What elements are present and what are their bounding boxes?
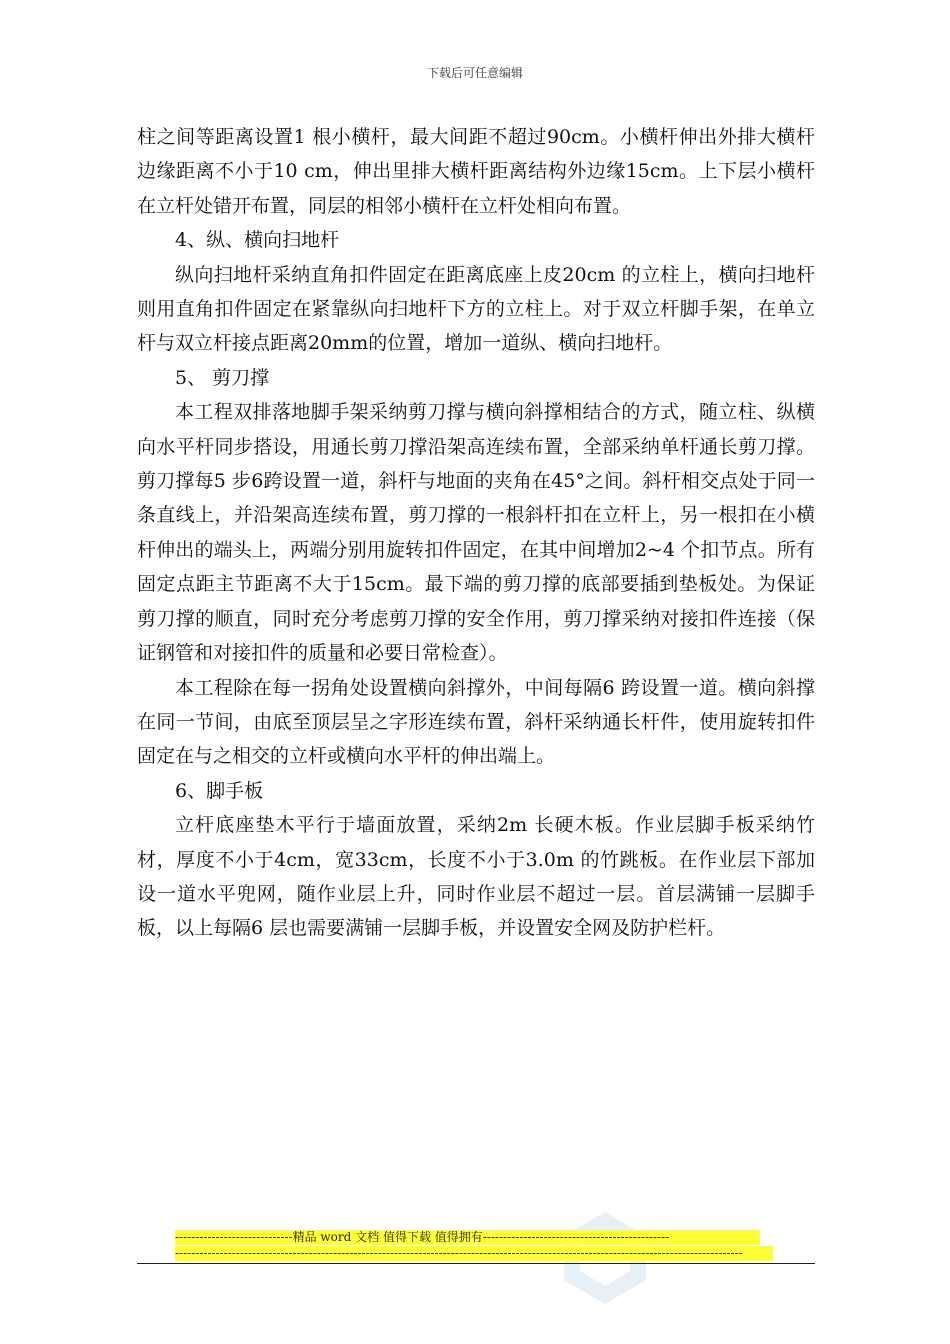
paragraph: 6、脚手板 xyxy=(175,779,264,802)
paragraph: 4、纵、横向扫地杆 xyxy=(175,229,340,252)
paragraph: 5、 剪刀撑 xyxy=(175,366,270,389)
document-body xyxy=(137,120,815,946)
footer-banner-line-2: -------------------------------------------------------------------------------------------------------------------------------------------- xyxy=(175,1246,773,1261)
footer-banner-line-1: -----------------------------精品 word 文档 值得下载 值得拥有---------------------------------------------- xyxy=(175,1230,760,1245)
footer-divider xyxy=(137,1263,815,1264)
paragraph: 本工程双排落地脚手架采纳剪刀撑与横向斜撑相结合的方式，随立柱、纵横向水平杆同步搭设，用通长剪刀撑沿架高连续布置，全部采纳单杆通长剪刀撑。剪刀撑每5 步6跨设置一道，斜杆与地面的夹角在45°之间。斜杆相交点处于同一条直线上，并沿架高连续布置，剪刀撑的一根斜杆扣在立杆上，另一根扣在小横杆伸出的端头上，两端分别用旋转扣件固定，在其中间增加2~4 个扣节点。所有固定点距主节距离不大于15cm。最下端的剪刀撑的底部要插到垫板处。为保证剪刀撑的顺直，同时充分考虑剪刀撑的安全作用，剪刀撑采纳对接扣件连接（保证钢管和对接扣件的质量和必要日常检查）。 xyxy=(137,401,815,665)
paragraph: 柱之间等距离设置1 根小横杆，最大间距不超过90cm。小横杆伸出外排大横杆边缘距离不小于10 cm，伸出里排大横杆距离结构外边缘15cm。上下层小横杆在立杆处错开布置，同层的相邻小横杆在立杆处相向布置。 xyxy=(137,126,815,217)
paragraph: 纵向扫地杆采纳直角扣件固定在距离底座上皮20cm 的立柱上，横向扫地杆则用直角扣件固定在紧靠纵向扫地杆下方的立柱上。对于双立杆脚手架，在单立杆与双立杆接点距离20mm的位置，增加一道纵、横向扫地杆。 xyxy=(137,263,815,355)
page-header: 下载后可任意编辑 xyxy=(426,66,523,80)
paragraph: 本工程除在每一拐角处设置横向斜撑外，中间每隔6 跨设置一道。横向斜撑在同一节间，由底至顶层呈之字形连续布置，斜杆采纳通长杆件，使用旋转扣件固定在与之相交的立杆或横向水平杆的伸出端上。 xyxy=(137,676,815,768)
paragraph: 立杆底座垫木平行于墙面放置，采纳2m 长硬木板。作业层脚手板采纳竹材，厚度不小于4cm，宽33cm，长度不小于3.0m 的竹跳板。在作业层下部加设一道水平兜网，随作业层上升，同时作业层不超过一层。首层满铺一层脚手板，以上每隔6 层也需要满铺一层脚手板，并设置安全网及防护栏杆。 xyxy=(137,814,815,940)
